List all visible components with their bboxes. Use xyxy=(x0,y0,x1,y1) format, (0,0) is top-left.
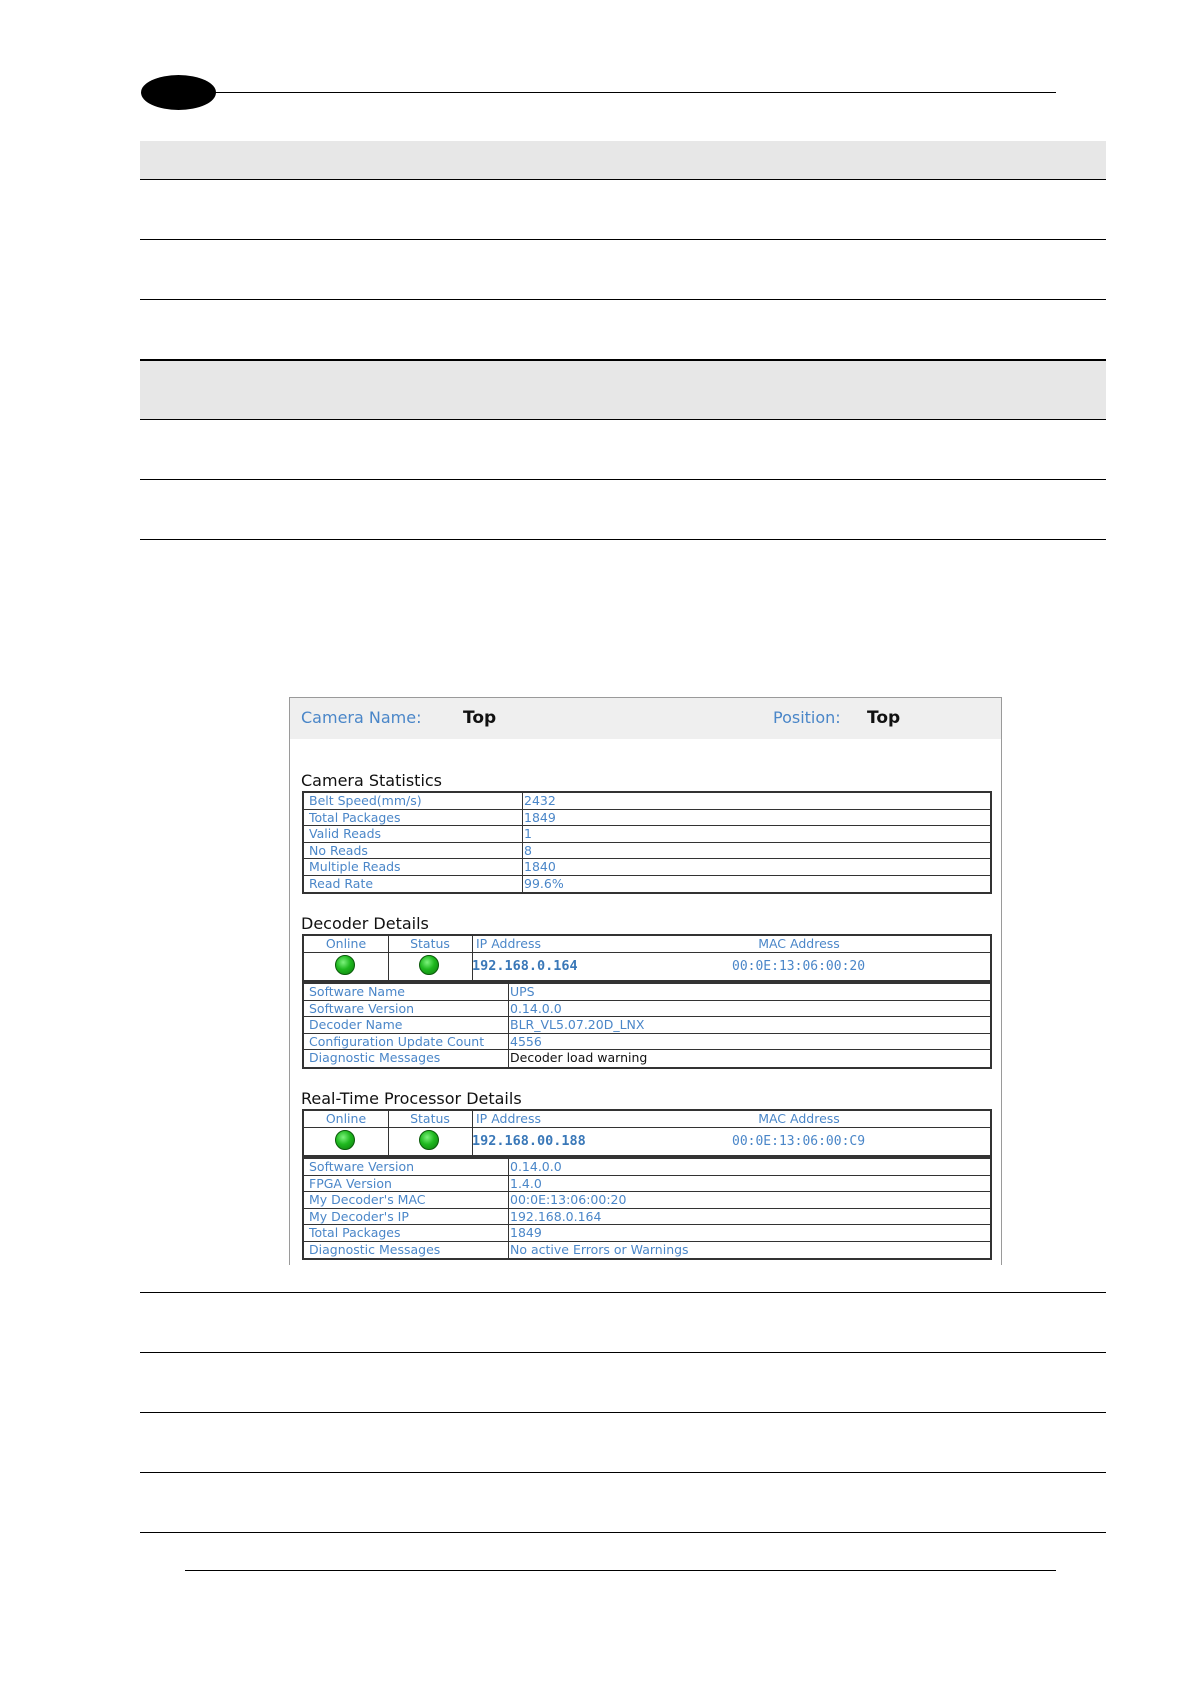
upper-table xyxy=(140,141,1106,540)
table-row xyxy=(140,1293,1106,1353)
table-row xyxy=(140,420,1106,480)
camera-statistics-table xyxy=(302,791,992,894)
online-led-icon xyxy=(335,1130,355,1150)
decoder-key: Diagnostic Messages xyxy=(304,1050,509,1067)
rtp-value: 1849 xyxy=(510,1225,542,1240)
rtp-value: 00:0E:13:06:00:20 xyxy=(510,1192,627,1207)
online-header: Online xyxy=(325,936,367,951)
table-row xyxy=(140,1353,1106,1413)
table-row xyxy=(140,1473,1106,1533)
stat-value: 1849 xyxy=(524,809,556,825)
status-header: Status xyxy=(410,936,450,951)
rtp-value: 1.4.0 xyxy=(510,1175,542,1191)
stat-key: Total Packages xyxy=(304,810,523,826)
chapter-number-oval xyxy=(141,75,216,110)
mac-header: MAC Address xyxy=(758,936,840,951)
rtp-key: My Decoder's IP xyxy=(304,1209,509,1225)
table-row xyxy=(304,793,990,810)
decoder-value: BLR_VL5.07.20D_LNX xyxy=(510,1017,645,1032)
table-row xyxy=(304,1192,990,1209)
camera-statistics-title: Camera Statistics xyxy=(301,771,443,790)
decoder-ip-value: 192.168.0.164 xyxy=(472,958,578,974)
mac-header: MAC Address xyxy=(758,1111,840,1126)
table-row xyxy=(304,1050,990,1067)
rtp-key: FPGA Version xyxy=(304,1176,509,1192)
table-row xyxy=(304,1159,990,1176)
rtp-value: 192.168.0.164 xyxy=(510,1208,602,1224)
header-divider xyxy=(472,1127,990,1128)
status-screenshot-panel xyxy=(289,697,1002,1265)
decoder-key: Decoder Name xyxy=(304,1017,509,1033)
table-row xyxy=(140,300,1106,360)
table-row xyxy=(304,876,990,893)
table-section-band xyxy=(140,360,1106,420)
rtp-key: My Decoder's MAC xyxy=(304,1192,509,1208)
table-row xyxy=(304,1001,990,1018)
stat-value: 1 xyxy=(524,826,532,841)
status-led-icon xyxy=(419,1130,439,1150)
stat-key: No Reads xyxy=(304,843,523,859)
ip-header: IP Address xyxy=(476,936,541,951)
camera-name-label: Camera Name: xyxy=(301,708,422,727)
decoder-diagnostic-value: Decoder load warning xyxy=(510,1050,648,1065)
rtp-status-table xyxy=(302,1109,992,1157)
online-led-icon xyxy=(335,955,355,975)
rtp-key: Software Version xyxy=(304,1159,509,1175)
stat-key: Belt Speed(mm/s) xyxy=(304,793,523,809)
decoder-key: Software Name xyxy=(304,984,509,1000)
decoder-value: 4556 xyxy=(510,1033,542,1049)
stat-value: 2432 xyxy=(524,793,556,808)
table-row xyxy=(304,1225,990,1242)
stat-value: 99.6% xyxy=(524,875,564,891)
table-row xyxy=(140,480,1106,540)
table-row xyxy=(304,1209,990,1226)
decoder-value: UPS xyxy=(510,984,535,999)
column-divider xyxy=(388,936,389,980)
table-row xyxy=(304,810,990,827)
table-row xyxy=(140,240,1106,300)
stat-key: Multiple Reads xyxy=(304,859,523,875)
table-row xyxy=(140,1413,1106,1473)
stat-value: 1840 xyxy=(524,859,556,874)
rtp-mac-value: 00:0E:13:06:00:C9 xyxy=(732,1134,866,1149)
stat-key: Valid Reads xyxy=(304,826,523,842)
rtp-value: No active Errors or Warnings xyxy=(510,1241,689,1257)
ip-header: IP Address xyxy=(476,1111,541,1126)
table-row xyxy=(304,826,990,843)
decoder-status-table xyxy=(302,934,992,982)
footer-rule xyxy=(185,1570,1056,1571)
decoder-key: Software Version xyxy=(304,1001,509,1017)
rtp-info-table xyxy=(302,1157,992,1260)
decoder-info-table xyxy=(302,982,992,1069)
table-row xyxy=(304,984,990,1001)
decoder-value: 0.14.0.0 xyxy=(510,1000,562,1016)
header-divider xyxy=(472,952,990,953)
header-divider xyxy=(304,952,472,953)
table-row xyxy=(304,843,990,860)
table-row xyxy=(304,1034,990,1051)
position-label: Position: xyxy=(773,708,841,727)
table-row xyxy=(304,1176,990,1193)
rtp-details-title: Real-Time Processor Details xyxy=(301,1089,522,1108)
rtp-key: Total Packages xyxy=(304,1225,509,1241)
stat-value: 8 xyxy=(524,842,532,858)
online-header: Online xyxy=(325,1111,367,1126)
decoder-mac-value: 00:0E:13:06:00:20 xyxy=(732,959,866,974)
decoder-details-title: Decoder Details xyxy=(301,914,429,933)
rtp-ip-value: 192.168.00.188 xyxy=(472,1133,586,1149)
table-row xyxy=(140,180,1106,240)
table-header-band xyxy=(140,141,1106,180)
decoder-key: Configuration Update Count xyxy=(304,1034,509,1050)
status-led-icon xyxy=(419,955,439,975)
position-value: Top xyxy=(867,708,901,728)
lower-table xyxy=(140,1292,1106,1533)
table-row xyxy=(304,1017,990,1034)
header-rule xyxy=(214,92,1056,93)
rtp-value: 0.14.0.0 xyxy=(510,1159,562,1174)
rtp-key: Diagnostic Messages xyxy=(304,1242,509,1259)
stat-key: Read Rate xyxy=(304,876,523,893)
status-header: Status xyxy=(410,1111,450,1126)
table-row xyxy=(304,859,990,876)
header-divider xyxy=(304,1127,472,1128)
column-divider xyxy=(388,1111,389,1155)
table-row xyxy=(304,1242,990,1259)
camera-header xyxy=(290,698,1001,739)
camera-name-value: Top xyxy=(463,708,497,728)
